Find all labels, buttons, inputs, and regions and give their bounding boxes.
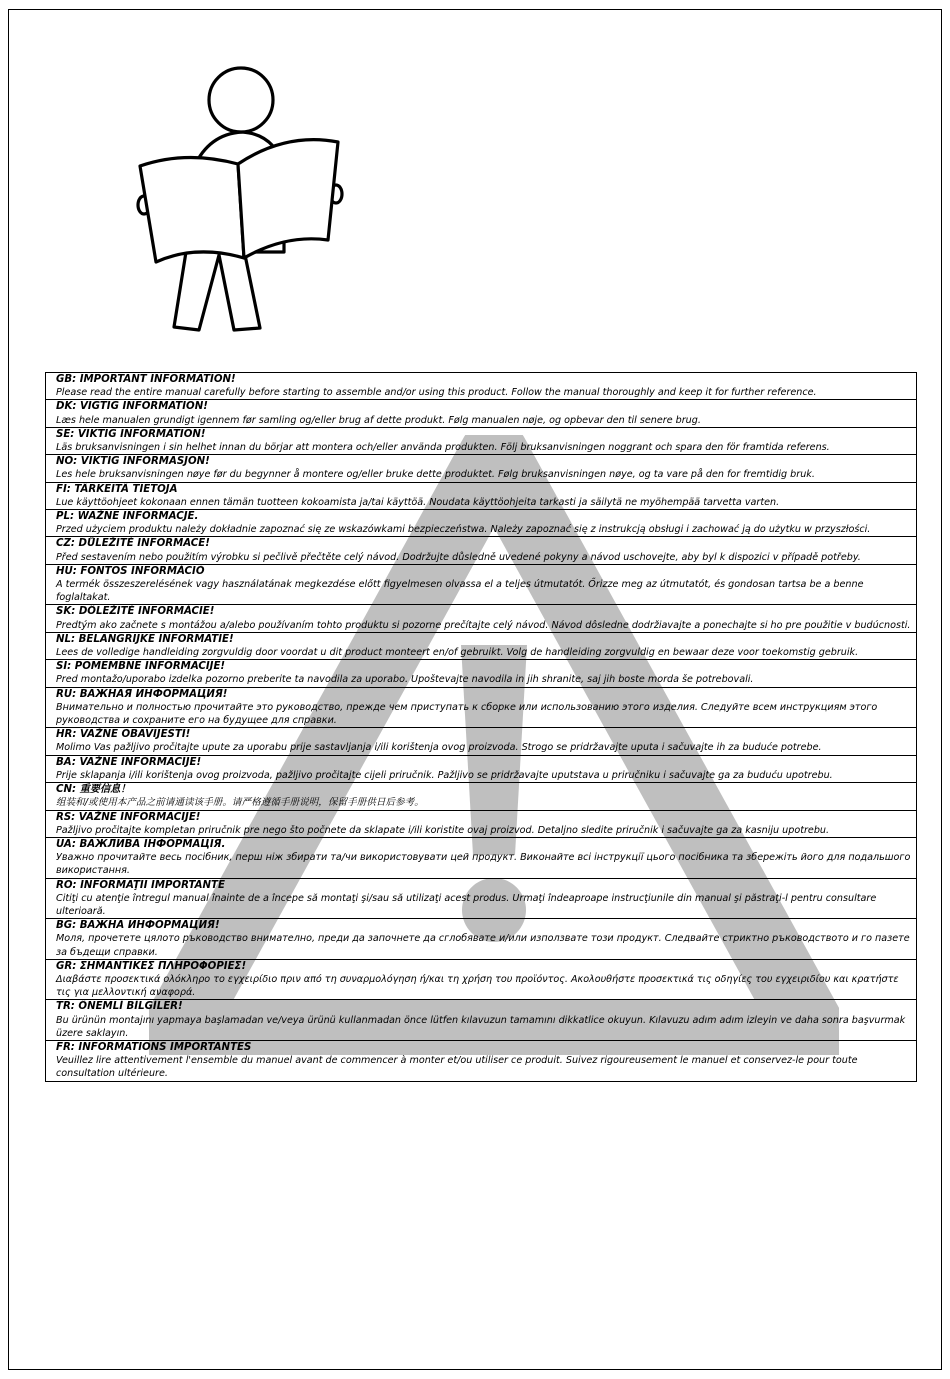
language-instruction-text: Læs hele manualen grundigt igennem før samling og/eller brug af dette produkt. Følg manualen nøje, og opbevar den til senere brug. <box>56 414 701 426</box>
language-instruction-text: A termék összeszerelésének vagy használatának megkezdése előtt figyelmesen olvassa el a teljes útmutatót. Őrizze meg az útmutatót, és gondosan tartsa be a benne foglaltakat. <box>56 579 864 604</box>
language-entry <box>46 455 916 482</box>
language-entry <box>46 428 916 455</box>
language-entry <box>46 838 916 879</box>
language-entry <box>46 783 916 810</box>
language-instruction-text: Моля, прочетете цялото ръководство внимателно, преди да започнете да сглобявате и/или използвате този продукт. Следвайте стриктно ръководството и го пазете за бъдещи справки. <box>56 933 910 958</box>
language-heading: PL: WAŻNE INFORMACJE. <box>56 511 199 523</box>
language-instruction-text: Please read the entire manual carefully before starting to assemble and/or using this product. Follow the manual thoroughly and keep it for further reference. <box>56 387 817 399</box>
language-entry <box>46 510 916 537</box>
language-heading: GB: IMPORTANT INFORMATION! <box>56 374 236 385</box>
language-entry <box>46 1000 916 1041</box>
language-heading: NL: BELANGRIJKE INFORMATIE! <box>56 633 234 645</box>
language-instruction-text: Lue käyttöohjeet kokonaan ennen tämän tuotteen kokoamista ja/tai käyttöä. Noudata käyttöohjeita tarkasti ja säilytä ne myöhempää tarvetta varten. <box>56 496 780 508</box>
language-heading: RO: INFORMAŢII IMPORTANTE <box>56 879 225 891</box>
language-entry <box>46 879 916 920</box>
language-heading: GR: ΣΗΜΑΝΤΙΚΕΣ ΠΛΗΡΟΦΟΡΙΕΣ! <box>56 960 247 972</box>
language-heading: CZ: DŮLEŽITÉ INFORMACE! <box>56 538 210 550</box>
language-instruction-text: Bu ürünün montajını yapmaya başlamadan ve/veya ürünü kullanmadan önce lütfen kılavuzun tamamını dikkatlice okuyun. Kılavuzu adım adım izleyin ve daha sonra başvurmak üzere saklayın. <box>56 1014 906 1039</box>
language-entry <box>46 811 916 838</box>
language-heading: RS: VAŽNE INFORMACIJE! <box>56 811 201 823</box>
language-heading: HU: FONTOS INFORMÁCIÓ <box>56 565 205 577</box>
language-entry <box>46 728 916 755</box>
language-instruction-text: Molimo Vas pažljivo pročitajte upute za uporabu prije sastavljanja i/ili korištenja ovog proizvoda. Strogo se pridržavajte uputa i sačuvajte ih za buduće potrebe. <box>56 742 822 754</box>
language-heading: BA: VAŽNE INFORMACIJE! <box>56 756 202 768</box>
language-entry <box>46 633 916 660</box>
language-instruction-text: Внимательно и полностью прочитайте это руководство, прежде чем приступать к сборке или использованию этого изделия. Следуйте всем инструкциям этого руководства и сохраните его на будущее для справки. <box>56 701 878 727</box>
person-reading-manual-icon <box>134 62 349 337</box>
language-instruction-text: 组装和/或使用本产品之前请通读该手册。请严格遵循手册说明，保留手册供日后参考。 <box>56 797 424 809</box>
language-entry <box>46 1041 916 1081</box>
language-heading: DK: VIGTIG INFORMATION! <box>56 401 208 413</box>
language-entry <box>46 960 916 1001</box>
language-instruction-text: Před sestavením nebo použitím výrobku si pečlivě přečtěte celý návod. Dodržujte důsledně uvedené pokyny a návod uschovejte, aby byl k dispozici v případě potřeby. <box>56 551 861 563</box>
language-instruction-text: Veuillez lire attentivement l'ensemble du manuel avant de commencer à monter et/ou utiliser ce produit. Suivez rigoureusement le manuel et conservez-le pour toute consultation ultérieure. <box>56 1055 858 1080</box>
language-instruction-text: Predtým ako začnete s montážou a/alebo používaním tohto produktu si pozorne prečítajte celý návod. Návod dôsledne dodržiavajte a ponechajte si ho pre použitie v budúcnosti. <box>56 619 911 631</box>
language-heading: FR: INFORMATIONS IMPORTANTES <box>56 1041 252 1053</box>
language-entry <box>46 919 916 960</box>
language-entry <box>46 373 916 400</box>
language-entry <box>46 660 916 687</box>
language-heading: NO: VIKTIG INFORMASJON! <box>56 456 210 468</box>
language-heading: HR: VAŽNE OBAVIJESTI! <box>56 729 191 741</box>
language-instruction-text: Przed użyciem produktu należy dokładnie zapoznać się ze wskazówkami bezpieczeństwa. Należy zapoznać się z instrukcją obsługi i zachować ją do użytku w przyszłości. <box>56 524 871 536</box>
language-entry <box>46 756 916 783</box>
language-instruction-text: Pažljivo pročitajte kompletan priručnik pre nego što počnete da sklapate i/ili koristite ovaj proizvod. Detaljno sledite priručnik i sačuvajte ga za kasniju upotrebu. <box>56 824 830 836</box>
language-instruction-text: Les hele bruksanvisningen nøye før du begynner å montere og/eller bruke dette produktet. Følg bruksanvisningen nøye, og ta vare på den for fremtidig bruk. <box>56 469 815 481</box>
language-entry <box>46 605 916 632</box>
language-heading: SK: DÔLEŽITÉ INFORMÁCIE! <box>56 606 215 618</box>
language-instruction-text: Läs bruksanvisningen i sin helhet innan du börjar att montera och/eller använda produkten. Följ bruksanvisningen noggrant och spara den för framtida referens. <box>56 442 830 454</box>
language-heading: RU: ВАЖНАЯ ИНФОРМАЦИЯ! <box>56 688 228 700</box>
language-heading: FI: TÄRKEITÄ TIETOJA <box>56 483 178 495</box>
language-heading: TR: ÖNEMLİ BİLGİLER! <box>56 1001 183 1013</box>
language-heading: BG: ВАЖНА ИНФОРМАЦИЯ! <box>56 920 220 932</box>
language-entry <box>46 483 916 510</box>
language-instruction-text: Lees de volledige handleiding zorgvuldig door voordat u dit product monteert en/of gebruikt. Volg de handleiding zorgvuldig en bewaar deze voor toekomstig gebruik. <box>56 647 859 659</box>
language-entry <box>46 565 916 606</box>
language-heading: SE: VIKTIG INFORMATION! <box>56 428 206 440</box>
language-instruction-text: Уважно прочитайте весь посібник, перш ніж збирати та/чи використовувати цей продукт. Виконайте всі інструкції цього посібника та збережіть його для подальшого використання. <box>56 852 911 877</box>
language-instruction-text: Διαβάστε προσεκτικά ολόκληρο το εγχειρίδιο πριν από τη συναρμολόγηση ή/και τη χρήση του προϊόντος. Ακολουθήστε προσεκτικά τις οδηγίες του εγχειριδίου και κρατήστε τις για μελλοντική αναφορά. <box>56 973 899 999</box>
manual-page <box>8 9 942 1370</box>
language-instruction-text: Prije sklapanja i/ili korištenja ovog proizvoda, pažljivo pročitajte cijeli priručnik. Pažljivo se pridržavajte uputstava u priručniku i sačuvajte ga za buduću upotrebu. <box>56 769 833 781</box>
language-instruction-text: Pred montažo/uporabo izdelka pozorno preberite ta navodila za uporabo. Upoštevajte navodila in jih shranite, saj jih boste morda še potrebovali. <box>56 674 754 686</box>
language-entry <box>46 400 916 427</box>
language-heading: SI: POMEMBNE INFORMACIJE! <box>56 661 226 673</box>
language-entry <box>46 537 916 564</box>
language-instruction-text: Citiţi cu atenţie întregul manual înainte de a începe să montaţi şi/sau să utilizaţi acest produs. Urmaţi îndeaproape instrucţiunile din manual şi păstraţi-l pentru consultare ulterioară. <box>56 892 877 917</box>
language-entry <box>46 688 916 729</box>
language-heading: UA: ВАЖЛИВА ІНФОРМАЦІЯ. <box>56 838 226 850</box>
language-heading: CN: 重要信息！ <box>56 784 131 796</box>
important-information-table <box>45 372 917 1082</box>
